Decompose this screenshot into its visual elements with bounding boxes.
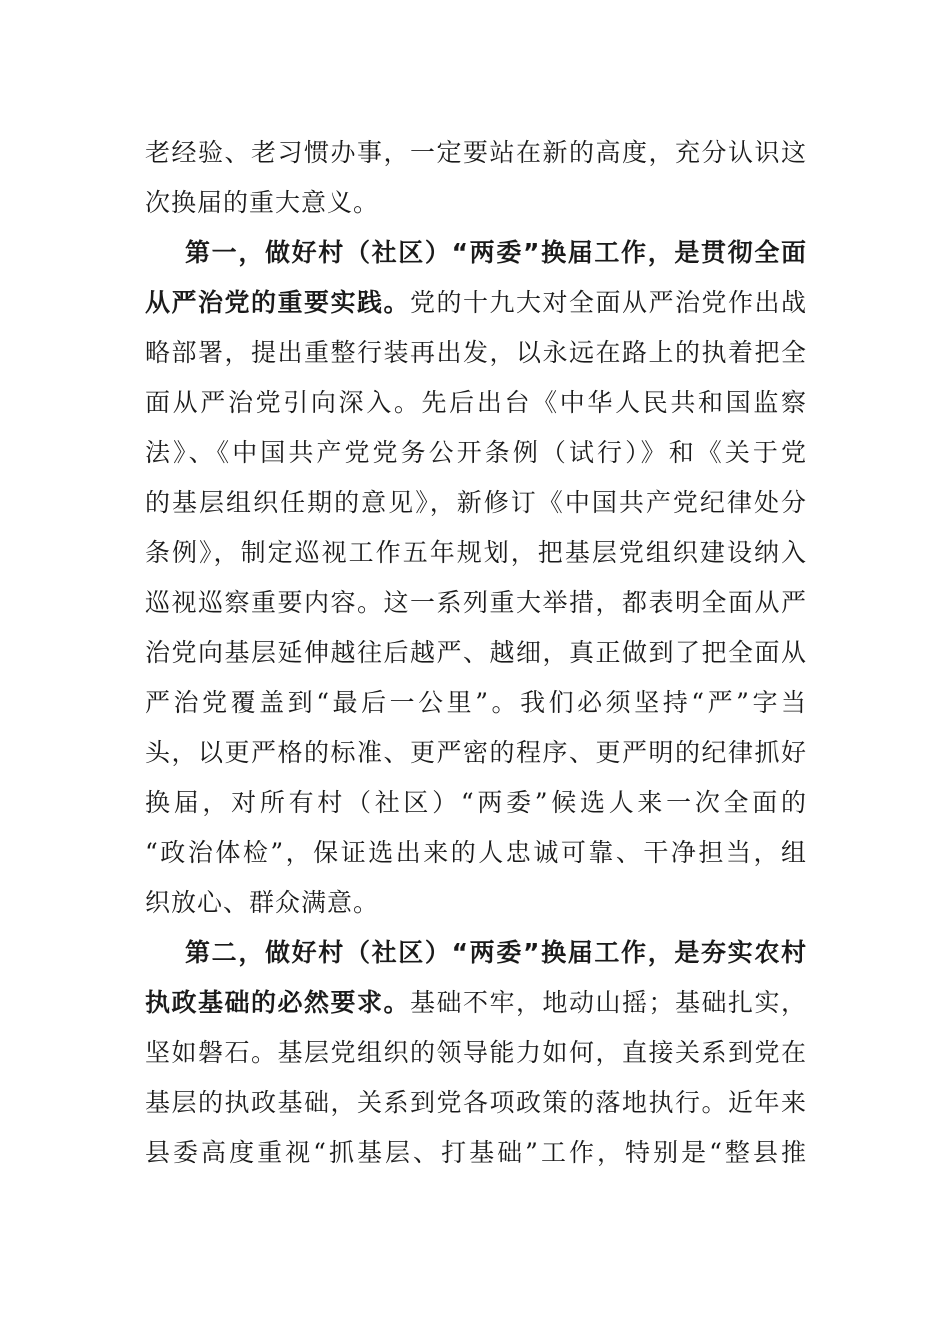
paragraph-line: 次换届的重大意义。 [145, 188, 380, 217]
paragraph-line: 老经验、老习惯办事，一定要站在新的高度，充分认识这 [145, 138, 807, 167]
paragraph-line: 坚如磐石。基层党组织的领导能力如何，直接关系到党在 [145, 1038, 807, 1067]
paragraph-line: 基层的执政基础，关系到党各项政策的落地执行。近年来 [145, 1088, 807, 1117]
paragraph-line: 头，以更严格的标准、更严密的程序、更严明的纪律抓好 [145, 738, 807, 767]
paragraph-line [145, 286, 807, 320]
paragraph-text: 党的十九大对全面从严治党作出战 [410, 288, 807, 317]
paragraph-line: 法》、《中国共产党党务公开条例（试行）》和《关于党 [145, 438, 807, 467]
paragraph-line: 略部署，提出重整行装再出发，以永远在路上的执着把全 [145, 338, 807, 367]
section-heading-first: 第一，做好村（社区）“两委”换届工作，是贯彻全面 [185, 238, 807, 267]
paragraph-line: 换届，对所有村（社区）“两委”候选人来一次全面的 [145, 788, 807, 817]
section-heading-second: 第二，做好村（社区）“两委”换届工作，是夯实农村 [185, 938, 807, 967]
paragraph-line: 治党向基层延伸越往后越严、越细，真正做到了把全面从 [145, 638, 807, 667]
paragraph-line: 的基层组织任期的意见》，新修订《中国共产党纪律处分 [145, 488, 807, 517]
paragraph-line: “政治体检”，保证选出来的人忠诚可靠、干净担当，组 [145, 838, 807, 867]
paragraph-line: 严治党覆盖到“最后一公里”。我们必须坚持“严”字当 [145, 688, 807, 717]
section-heading-first-end: 从严治党的重要实践。 [145, 288, 410, 317]
paragraph-line: 县委高度重视“抓基层、打基础”工作，特别是“整县推 [145, 1138, 807, 1167]
paragraph-line: 面从严治党引向深入。先后出台《中华人民共和国监察 [145, 388, 807, 417]
paragraph-text: 基础不牢，地动山摇；基础扎实， [410, 988, 807, 1017]
paragraph-line: 织放心、群众满意。 [145, 888, 380, 917]
section-heading-second-end: 执政基础的必然要求。 [145, 988, 410, 1017]
paragraph-line: 巡视巡察重要内容。这一系列重大举措，都表明全面从严 [145, 588, 807, 617]
paragraph-line [145, 986, 807, 1020]
paragraph-line: 条例》，制定巡视工作五年规划，把基层党组织建设纳入 [145, 538, 807, 567]
